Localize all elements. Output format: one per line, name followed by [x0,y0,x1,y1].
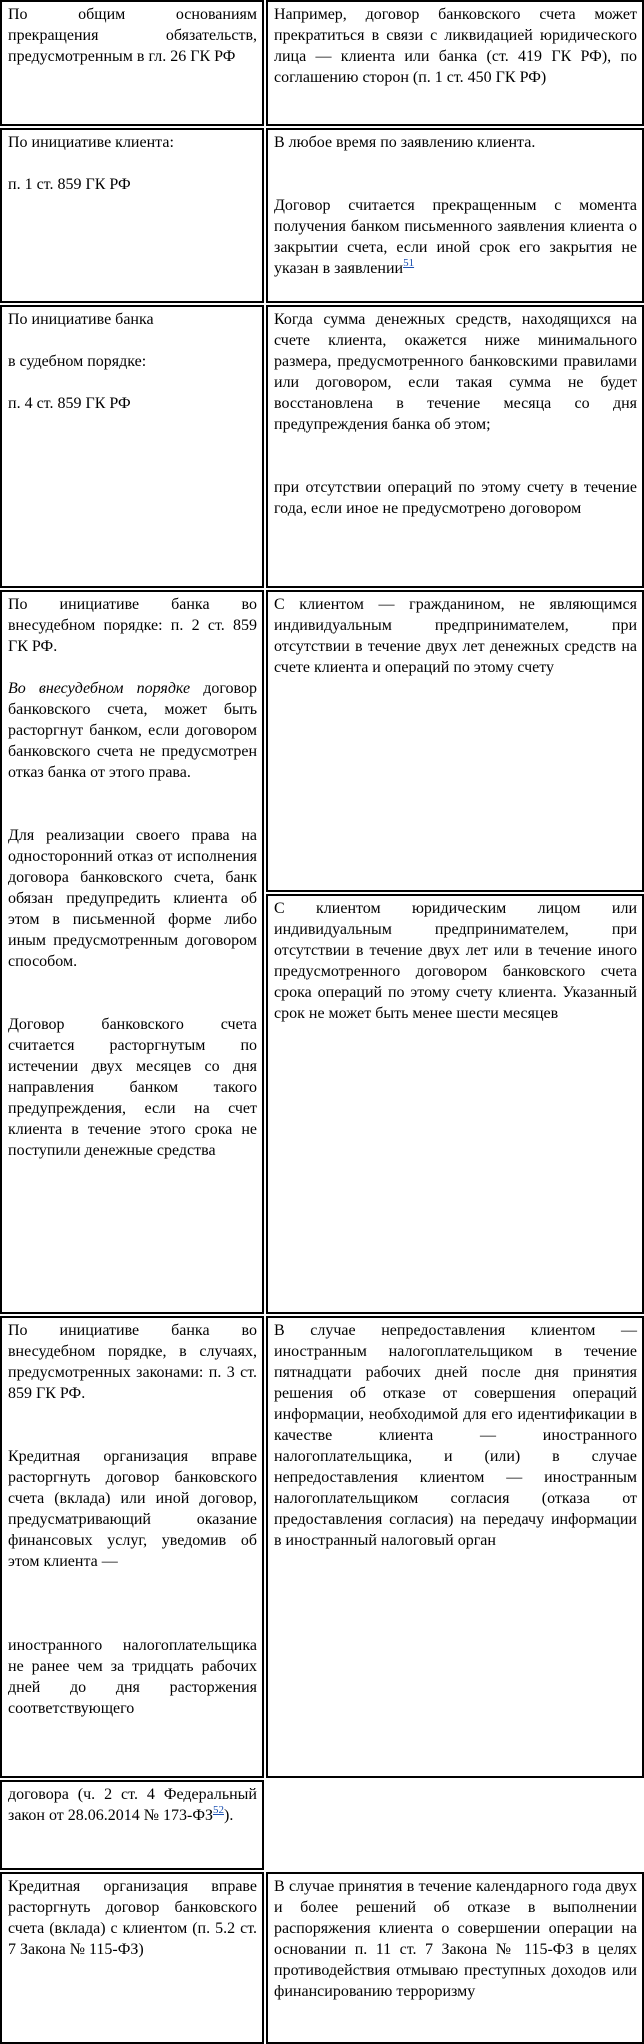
row6-left-text [8,1784,257,1826]
row4-left-emphasis-rest: договор банковского счета, может быть расторгнут банком, если договором банковского счета не предусмотрен отказ банка от этого права. [8,680,257,781]
row3-left-subheading: в судебном порядке: [8,353,147,370]
row4-left-paragraph-2 [8,678,257,783]
row2-left-heading: По инициативе клиента: [8,134,174,151]
row5-left-paragraph-3: иностранного налогоплательщика не ранее чем за тридцать рабочих дней до дня расторжения соответствующего [8,1637,257,1717]
row6-left-cell [0,1780,264,1870]
row5-right-text: В случае непредоставления клиентом — иностранным налогоплательщиком в течение пятнадцати рабочих дней после дня принятия решения об отказе от совершения операций информации, необходимой для его идентификации в качестве клиента — иностранного налогоплательщика, и (или) в случае непредоставления клиентом — иностранным налогоплательщиком согласия (отказа от предоставления согласия) на передачу информации в иностранный налоговый орган [274,1322,637,1549]
row1-right-cell [266,0,644,126]
footnote-51-link[interactable]: 51 [403,257,415,269]
row5-left-cell [0,1316,264,1778]
row3-right-text-2: при отсутствии операций по этому счету в течение года, если иное не предусмотрено договором [274,479,637,517]
row6-left-text-tail: ). [223,1807,234,1824]
row1-left-text: По общим основаниям прекращения обязательств, предусмотренным в гл. 26 ГК РФ [8,6,257,65]
row7-right-cell [266,1872,644,2044]
row1-left-cell [0,0,264,126]
row1-right-text: Например, договор банковского счета может прекратиться в связи с ликвидацией юридического лица — клиента или банка (ст. 419 ГК РФ), по соглашению сторон (п. 1 ст. 450 ГК РФ) [274,6,637,86]
row2-right-text-2-body: Договор считается прекращенным с момента получения банком письменного заявления клиента о закрытии счета, если иной срок его закрытия не указан в заявлении [274,197,637,277]
row3-right-text-1: Когда сумма денежных средств, находящихся на счете клиента, окажется ниже минимального размера, предусмотренного банковскими правилами или договором, если такая сумма не будет восстановлена в течение месяца со дня предупреждения банка об этом; [274,311,637,433]
row7-left-cell [0,1872,264,2044]
row4-right-text-a: С клиентом — гражданином, не являющимся индивидуальным предпринимателем, при отсутствии в течение двух лет денежных средств на счете клиента и операций по этому счету [274,596,637,676]
footnote-52-link[interactable]: 52 [212,1804,224,1816]
row5-left-paragraph-2: Кредитная организация вправе расторгнуть договор банковского счета (вклада) или иной договор, предусматривающий оказание финансовых услуг, уведомив об этом клиента — [8,1448,257,1570]
row5-right-cell [266,1316,644,1778]
row4-left-paragraph-3: Для реализации своего права на односторонний отказ от исполнения договора банковского счета, банк обязан предупредить клиента об этом в письменной форме либо иным предусмотренным договором способом. [8,827,257,970]
row2-left-article: п. 1 ст. 859 ГК РФ [8,176,131,193]
row3-left-heading: По инициативе банка [8,311,154,328]
row4-right-text-b: С клиентом юридическим лицом или индивидуальным предпринимателем, при отсутствии в течение двух лет или в течение иного предусмотренного договором банковского счета срока операций по этому счету клиента. Указанный срок не может быть менее шести месяцев [274,900,637,1022]
row3-left-cell [0,305,264,588]
row4-left-paragraph-4: Договор банковского счета считается расторгнутым по истечении двух месяцев со дня направления банком такого предупреждения, если на счет клиента в течение этого срока не поступили денежные средства [8,1016,257,1159]
row4-right-cell-b [266,894,644,1314]
row4-left-cell [0,590,264,1314]
row2-right-text-1: В любое время по заявлению клиента. [274,134,536,151]
row2-left-cell [0,128,264,303]
row2-right-cell [266,128,644,303]
row5-left-intro: По инициативе банка во внесудебном порядке, в случаях, предусмотренных законами: п. 3 ст. 859 ГК РФ. [8,1322,257,1402]
row3-right-cell [266,305,644,588]
row6-left-text-body: договора (ч. 2 ст. 4 Федеральный закон от 28.06.2014 № 173-ФЗ [8,1786,257,1824]
row4-left-emphasis: Во внесудебном порядке [8,680,191,697]
row2-right-text-2 [274,195,637,279]
row7-left-text: Кредитная организация вправе расторгнуть договор банковского счета (вклада) с клиентом (п. 5.2 ст. 7 Закона № 115-ФЗ) [8,1878,257,1958]
row7-right-text: В случае принятия в течение календарного года двух и более решений об отказе в выполнении распоряжения клиента о совершении операции на основании п. 11 ст. 7 Закона № 115-ФЗ в целях противодействия отмываю преступных доходов или финансированию терроризму [274,1878,637,2000]
row4-right-cell-a [266,590,644,892]
row4-left-intro: По инициативе банка во внесудебном порядке: п. 2 ст. 859 ГК РФ. [8,596,257,655]
row3-left-article: п. 4 ст. 859 ГК РФ [8,395,131,412]
